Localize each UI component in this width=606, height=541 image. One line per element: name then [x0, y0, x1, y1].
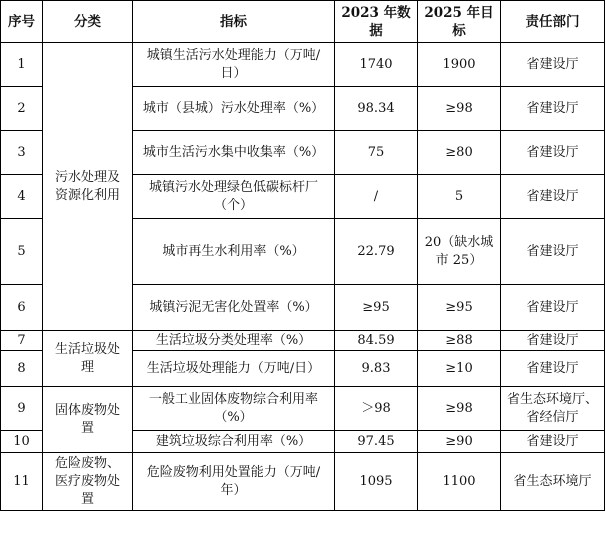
- target-2025-cell: ≥10: [418, 351, 501, 387]
- row-no: 11: [1, 453, 43, 511]
- data-2023-cell: 84.59: [335, 331, 418, 351]
- data-2023-cell: 1740: [335, 43, 418, 87]
- row-no: 10: [1, 431, 43, 453]
- data-2023-cell: 22.79: [335, 219, 418, 285]
- dept-cell: 省建设厅: [501, 351, 605, 387]
- row-no: 3: [1, 131, 43, 175]
- row-no: 4: [1, 175, 43, 219]
- data-2023-cell: 9.83: [335, 351, 418, 387]
- row-no: 1: [1, 43, 43, 87]
- table-row: [1, 387, 605, 431]
- indicator-cell: 危险废物利用处置能力（万吨/年）: [133, 453, 335, 511]
- row-no: 7: [1, 331, 43, 351]
- dept-cell: 省建设厅: [501, 175, 605, 219]
- dept-cell: 省建设厅: [501, 431, 605, 453]
- data-2023-cell: /: [335, 175, 418, 219]
- data-2023-cell: ＞98: [335, 387, 418, 431]
- dept-cell: 省建设厅: [501, 131, 605, 175]
- dept-cell: 省建设厅: [501, 331, 605, 351]
- target-2025-cell: 1100: [418, 453, 501, 511]
- target-2025-cell: ≥95: [418, 285, 501, 331]
- data-2023-cell: ≥95: [335, 285, 418, 331]
- target-2025-cell: ≥88: [418, 331, 501, 351]
- indicator-cell: 城镇生活污水处理能力（万吨/日）: [133, 43, 335, 87]
- row-no: 8: [1, 351, 43, 387]
- target-2025-cell: 1900: [418, 43, 501, 87]
- indicator-cell: 城市再生水利用率（%）: [133, 219, 335, 285]
- header-category: 分类: [43, 1, 133, 43]
- header-row: [1, 1, 605, 43]
- target-2025-cell: ≥80: [418, 131, 501, 175]
- category-cell: 生活垃圾处理: [43, 331, 133, 387]
- dept-cell: 省建设厅: [501, 43, 605, 87]
- target-2025-cell: 5: [418, 175, 501, 219]
- row-no: 5: [1, 219, 43, 285]
- row-no: 6: [1, 285, 43, 331]
- indicator-cell: 生活垃圾分类处理率（%）: [133, 331, 335, 351]
- category-cell: 污水处理及资源化利用: [43, 43, 133, 331]
- header-target-2025: 2025 年目标: [418, 1, 501, 43]
- indicator-cell: 城镇污泥无害化处置率（%）: [133, 285, 335, 331]
- header-dept: 责任部门: [501, 1, 605, 43]
- table-row: [1, 331, 605, 351]
- data-2023-cell: 1095: [335, 453, 418, 511]
- target-2025-cell: 20（缺水城市 25）: [418, 219, 501, 285]
- dept-cell: 省生态环境厅、省经信厅: [501, 387, 605, 431]
- table-row: [1, 453, 605, 511]
- dept-cell: 省建设厅: [501, 285, 605, 331]
- indicator-cell: 一般工业固体废物综合利用率（%）: [133, 387, 335, 431]
- indicator-cell: 建筑垃圾综合利用率（%）: [133, 431, 335, 453]
- dept-cell: 省建设厅: [501, 87, 605, 131]
- dept-cell: 省建设厅: [501, 219, 605, 285]
- row-no: 9: [1, 387, 43, 431]
- category-cell: 固体废物处置: [43, 387, 133, 453]
- header-indicator: 指标: [133, 1, 335, 43]
- indicator-cell: 城市（县城）污水处理率（%）: [133, 87, 335, 131]
- header-data-2023: 2023 年数据: [335, 1, 418, 43]
- target-2025-cell: ≥98: [418, 387, 501, 431]
- data-2023-cell: 97.45: [335, 431, 418, 453]
- data-2023-cell: 98.34: [335, 87, 418, 131]
- target-2025-cell: ≥90: [418, 431, 501, 453]
- category-cell: 危险废物、医疗废物处置: [43, 453, 133, 511]
- data-2023-cell: 75: [335, 131, 418, 175]
- target-2025-cell: ≥98: [418, 87, 501, 131]
- dept-cell: 省生态环境厅: [501, 453, 605, 511]
- indicator-cell: 生活垃圾处理能力（万吨/日）: [133, 351, 335, 387]
- header-no: 序号: [1, 1, 43, 43]
- indicator-cell: 城市生活污水集中收集率（%）: [133, 131, 335, 175]
- table-row: [1, 43, 605, 87]
- indicator-cell: 城镇污水处理绿色低碳标杆厂（个）: [133, 175, 335, 219]
- row-no: 2: [1, 87, 43, 131]
